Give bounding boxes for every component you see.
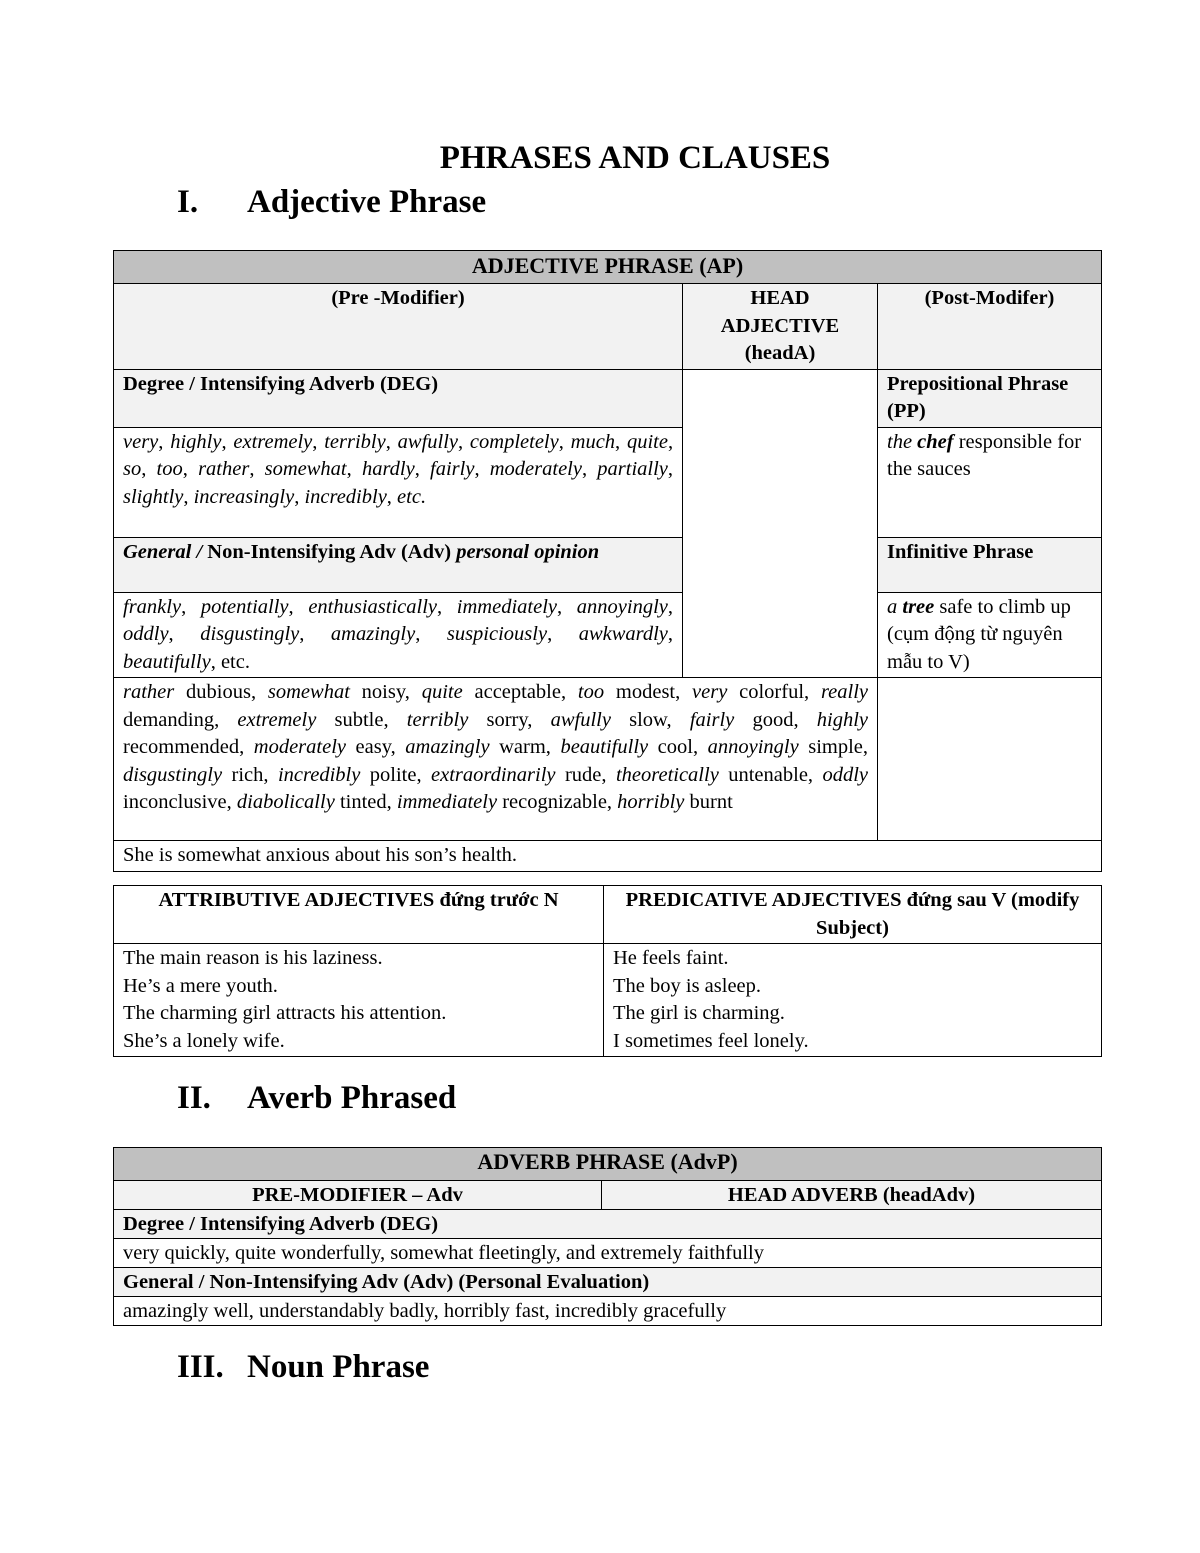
example-adverb: very (692, 681, 728, 703)
section-number: III. (177, 1349, 224, 1385)
examples-list: rather dubious, somewhat noisy, quite acceptable, too modest, very colorful, really demanding, extremely subtle, terribly sorry, awfully slow, fairly good, highly recommended, moderately easy, amazingly warm, beautifully cool, annoyingly simple, disgustingly rich, incredibly polite, extraordinarily rude, theoretically untenable, oddly inconclusive, diabolically tinted, immediately recognizable, horribly burnt (123, 681, 869, 813)
table-row (114, 678, 1102, 841)
attributive-examples-cell (114, 944, 604, 1057)
adverb-word: fairly (430, 458, 475, 480)
predicative-header: PREDICATIVE ADJECTIVES đứng sau V (modify Subject) (604, 886, 1102, 944)
example-adverb: really (820, 681, 868, 703)
inf-label: Infinitive Phrase (878, 537, 1102, 592)
example-adverb: highly (816, 708, 869, 731)
table-row (114, 1210, 1102, 1239)
section-title: Adjective Phrase (247, 184, 487, 220)
adverb-word: annoyingly (576, 595, 668, 618)
example-adverb: horribly (617, 791, 685, 813)
adverb-word: too (156, 458, 183, 480)
pp-example-rest: responsible for the sauces (887, 430, 1082, 480)
list-item: I sometimes feel lonely. (613, 1029, 809, 1052)
example-adjective: subtle (316, 708, 384, 731)
adverb-word: rather (198, 458, 250, 480)
table-header: ADJECTIVE PHRASE (AP) (114, 251, 1102, 284)
list-item: He’s a mere youth. (123, 974, 278, 997)
gen-label-bolditalic: personal opinion (456, 540, 600, 563)
adverb-word: beautifully (123, 650, 211, 673)
table-row (114, 427, 1102, 537)
col-pre-modifier: (Pre -Modifier) (114, 284, 683, 370)
adverb-word: slightly (123, 485, 184, 508)
pp-label: Prepositional Phrase (PP) (878, 369, 1102, 427)
table-header-row (114, 1148, 1102, 1181)
document-title: PHRASES AND CLAUSES (439, 140, 831, 176)
example-adjective: polite (360, 763, 417, 786)
example-adverb: amazingly (405, 736, 490, 758)
col-head-adjective: HEAD ADJECTIVE (headA) (683, 284, 878, 370)
table-row (114, 1239, 1102, 1268)
example-adverb: disgustingly (123, 763, 223, 786)
adverb-word: partially (597, 458, 668, 480)
example-adjective: easy (346, 736, 391, 758)
list-item: She’s a lonely wife. (123, 1029, 285, 1052)
example-adverb: terribly (406, 708, 469, 731)
adverb-word: completely (469, 430, 559, 453)
gen-etc-text: , etc. (210, 650, 250, 673)
adverb-word: suspiciously (446, 623, 548, 645)
adverb-word: incredibly (304, 485, 387, 508)
example-adverb: rather (123, 681, 175, 703)
gen-examples: amazingly well, understandably badly, horribly fast, incredibly gracefully (114, 1297, 1102, 1326)
example-adjective: cool (648, 736, 693, 758)
example-adverb: annoyingly (707, 736, 799, 758)
adverb-word: terribly (324, 430, 386, 453)
example-adjective: sorry (468, 708, 528, 731)
example-adjective: recognizable (497, 791, 607, 813)
example-adverb: somewhat (267, 681, 350, 703)
predicative-examples-cell (604, 944, 1102, 1057)
section-number: II. (177, 1080, 211, 1116)
example-adjective: slow (610, 708, 667, 731)
col-head-adverb: HEAD ADVERB (headAdv) (602, 1181, 1102, 1210)
list-item: The boy is asleep. (613, 974, 762, 997)
etc-text: etc. (397, 485, 427, 508)
section-heading-noun-phrase (177, 1349, 429, 1386)
adverb-word: awkwardly (578, 623, 668, 645)
example-adjective: demanding (123, 708, 215, 731)
adverb-word: oddly (123, 623, 169, 645)
gen-words-list: frankly, potentially, enthusiastically, immediately, annoyingly, oddly, disgustingly, amazingly, suspiciously, awkwardly, beautifully (123, 595, 674, 673)
table-row (114, 944, 1102, 1057)
deg-words-cell (114, 427, 683, 537)
deg-examples: very quickly, quite wonderfully, somewhat fleetingly, and extremely faithfully (114, 1239, 1102, 1268)
table-row (114, 1297, 1102, 1326)
inf-example-rest: safe to climb up (cụm động từ nguyên mẫu to V) (887, 595, 1071, 673)
list-item: The charming girl attracts his attention. (123, 1002, 447, 1024)
adverb-word: potentially (200, 595, 289, 618)
section-title: Noun Phrase (247, 1349, 430, 1385)
example-adjective: dubious (174, 681, 251, 703)
adverb-word: increasingly (193, 485, 295, 508)
pp-example-cell (878, 427, 1102, 537)
table-row (114, 841, 1102, 872)
gen-words-cell (114, 592, 683, 678)
adverb-word: so (123, 458, 142, 480)
adjective-phrase-table (113, 250, 1102, 872)
adverb-word: highly (170, 430, 222, 453)
gen-label-plain: Non-Intensifying Adv (Adv) (207, 540, 452, 563)
example-adjective: good (734, 708, 794, 731)
gen-label-cell (114, 537, 683, 592)
inf-example-noun: tree (902, 595, 935, 618)
section-heading-adjective-phrase (177, 184, 486, 221)
table-row (114, 537, 1102, 592)
list-item: The main reason is his laziness. (123, 947, 383, 969)
example-adverb: oddly (822, 763, 869, 786)
example-adverb: extraordinarily (431, 763, 556, 786)
section-title: Averb Phrased (247, 1080, 457, 1116)
example-adverb: fairly (689, 708, 735, 731)
example-adverb: too (577, 681, 605, 703)
attributive-header: ATTRIBUTIVE ADJECTIVES đứng trước N (114, 886, 604, 944)
adverb-word: extremely (233, 430, 313, 453)
example-adverb: moderately (253, 736, 347, 758)
example-adjective: untenable (718, 763, 808, 786)
table-header: ADVERB PHRASE (AdvP) (114, 1148, 1102, 1181)
example-adjective: recommended (123, 736, 240, 758)
deg-label: Degree / Intensifying Adverb (DEG) (114, 369, 683, 427)
adverb-word: hardly (361, 458, 415, 480)
example-adjective: inconclusive (123, 791, 227, 813)
adverb-word: frankly (123, 595, 182, 618)
table-row (114, 592, 1102, 678)
attributive-predicative-table (113, 885, 1102, 1057)
example-adjective: colorful (727, 681, 805, 703)
table-row (114, 369, 1102, 427)
adverb-word: much (570, 430, 616, 453)
example-adjective: warm (489, 736, 546, 758)
adverb-word: somewhat (264, 458, 347, 480)
section-heading-adverb-phrase (177, 1080, 456, 1117)
gen-label-italic: General / (123, 540, 203, 563)
column-header-row (114, 284, 1102, 370)
head-adjective-cell (683, 369, 878, 678)
example-adverb: beautifully (560, 736, 649, 758)
inf-example-det: a (887, 595, 898, 618)
adverb-word: disgustingly (200, 623, 300, 645)
pp-example-noun: chef (917, 430, 954, 453)
examples-cell (114, 678, 878, 841)
example-adjective: rude (555, 763, 602, 786)
example-adjective: noisy (349, 681, 405, 703)
adverb-word: very (123, 430, 159, 453)
example-adjective: rich (222, 763, 264, 786)
example-adverb: quite (421, 681, 463, 703)
section-number: I. (177, 184, 199, 220)
adverb-word: immediately (456, 595, 557, 618)
list-item: He feels faint. (613, 947, 729, 969)
adverb-word: quite (626, 430, 668, 453)
sentence-example: She is somewhat anxious about his son’s health. (114, 841, 1102, 872)
deg-label: Degree / Intensifying Adverb (DEG) (114, 1210, 1102, 1239)
gen-label: General / Non-Intensifying Adv (Adv) (Personal Evaluation) (114, 1268, 1102, 1297)
empty-cell (878, 678, 1102, 841)
example-adverb: theoretically (615, 763, 719, 786)
example-adjective: acceptable (462, 681, 561, 703)
inf-example-cell (878, 592, 1102, 678)
example-adjective: burnt (684, 791, 733, 813)
col-pre-modifier: PRE-MODIFIER – Adv (114, 1181, 602, 1210)
example-adverb: diabolically (236, 791, 335, 813)
example-adjective: tinted (334, 791, 387, 813)
adverb-word: awfully (397, 430, 458, 453)
example-adverb: awfully (550, 708, 611, 731)
column-header-row (114, 886, 1102, 944)
adverb-word: moderately (489, 458, 582, 480)
example-adverb: immediately (396, 791, 498, 813)
example-adjective: modest (604, 681, 676, 703)
column-header-row (114, 1181, 1102, 1210)
table-row (114, 1268, 1102, 1297)
list-item: The girl is charming. (613, 1002, 785, 1024)
example-adjective: simple (798, 736, 863, 758)
table-header-row (114, 251, 1102, 284)
col-post-modifier: (Post-Modifer) (878, 284, 1102, 370)
deg-words-list: very, highly, extremely, terribly, awfully, completely, much, quite, so, too, rather, somewhat, hardly, fairly, moderately, partially, slightly, increasingly, incredibly, (123, 430, 674, 508)
adverb-word: amazingly (330, 623, 416, 645)
pp-example-det: the (887, 430, 913, 453)
example-adverb: incredibly (277, 763, 361, 786)
example-adverb: extremely (237, 708, 317, 731)
adverb-phrase-table (113, 1147, 1102, 1326)
adverb-word: enthusiastically (308, 595, 438, 618)
